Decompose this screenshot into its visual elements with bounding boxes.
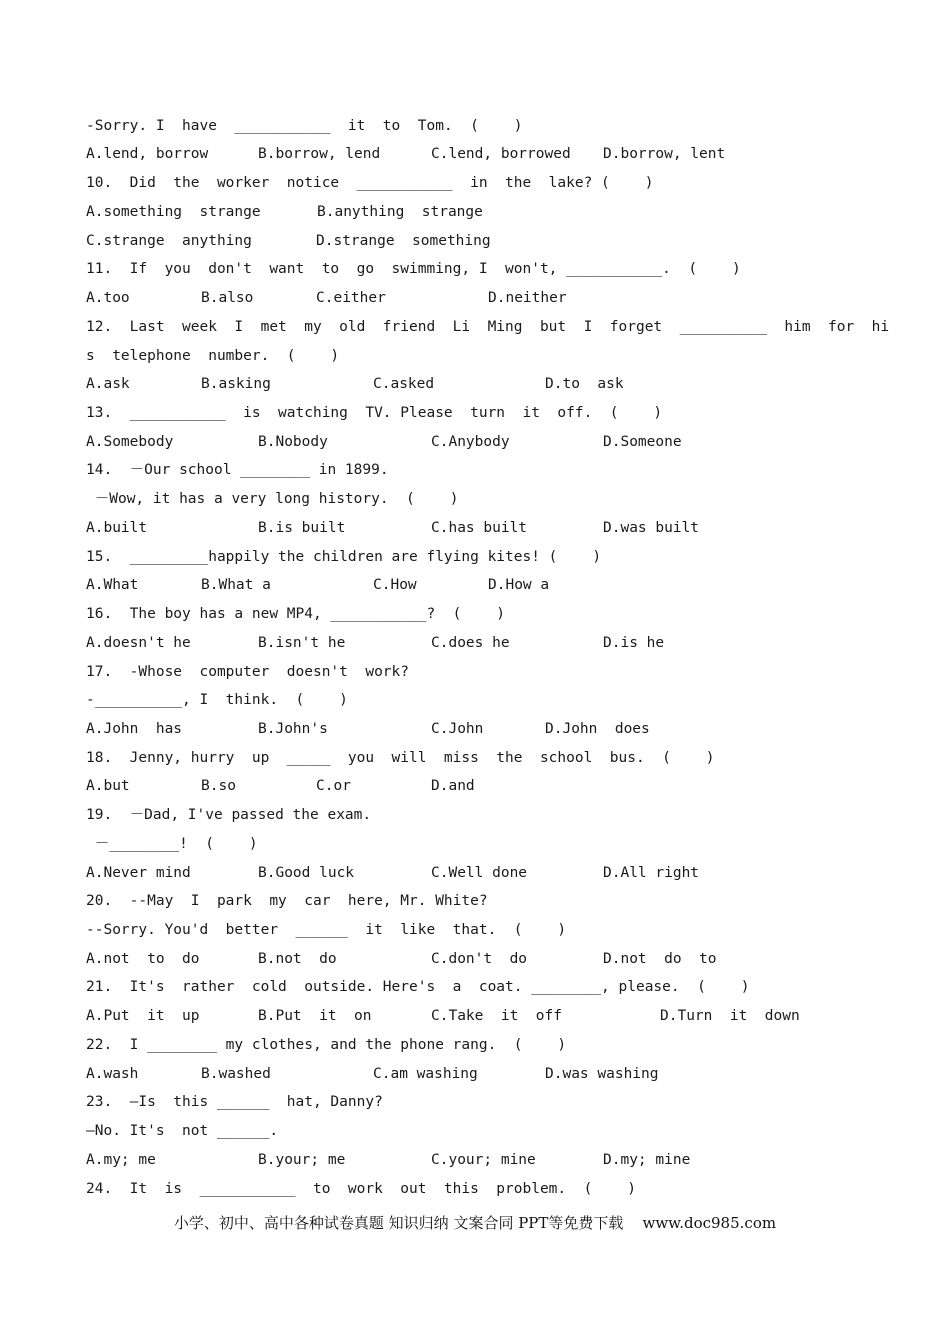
question-11: 11. If you don't want to go swimming, I won't, ___________. ( ): [86, 261, 741, 277]
question-24: 24. It is ___________ to work out this problem. ( ): [86, 1181, 636, 1197]
option-d: D.How a: [488, 577, 550, 593]
question-12-cont: s telephone number. ( ): [86, 348, 340, 364]
option-b: B.is built: [258, 520, 346, 536]
option-b: B.anything strange: [317, 204, 483, 220]
answer-options: [86, 144, 886, 164]
answer-options: [86, 719, 886, 739]
answer-options: [86, 432, 886, 452]
option-c: C.Take it off: [431, 1008, 562, 1024]
option-d: D.was washing: [545, 1066, 659, 1082]
option-a: A.What: [86, 577, 139, 593]
option-c: C.am washing: [373, 1066, 478, 1082]
question-23-reply: —No. It's not ______.: [86, 1123, 279, 1139]
option-a: A.Somebody: [86, 434, 174, 450]
option-d: D.and: [431, 778, 475, 794]
option-a: A.John has: [86, 721, 183, 737]
answer-options: [86, 1006, 886, 1026]
question-19-reply: －________! ( ): [86, 836, 258, 852]
option-c: C.strange anything: [86, 233, 252, 249]
option-d: D.not do to: [603, 951, 717, 967]
option-a: A.Put it up: [86, 1008, 200, 1024]
question-17: 17. -Whose computer doesn't work?: [86, 664, 410, 680]
answer-options: [86, 288, 886, 308]
option-d: D.John does: [545, 721, 650, 737]
option-c: C.Anybody: [431, 434, 510, 450]
answer-options: [86, 1064, 886, 1084]
option-a: A.ask: [86, 376, 130, 392]
option-a: A.but: [86, 778, 130, 794]
answer-options: [86, 575, 886, 595]
answer-options: [86, 863, 886, 883]
question-line: -Sorry. I have ___________ it to Tom. ( ): [86, 118, 523, 134]
option-c: C.Well done: [431, 865, 528, 881]
answer-options: [86, 518, 886, 538]
option-c: C.asked: [373, 376, 435, 392]
option-a: A.built: [86, 520, 148, 536]
option-c: C.John: [431, 721, 484, 737]
option-b: B.also: [201, 290, 254, 306]
question-22: 22. I ________ my clothes, and the phone rang. ( ): [86, 1037, 567, 1053]
question-21: 21. It's rather cold outside. Here's a coat. ________, please. ( ): [86, 979, 750, 995]
option-d: D.All right: [603, 865, 700, 881]
option-d: D.to ask: [545, 376, 624, 392]
option-d: D.neither: [488, 290, 567, 306]
answer-options: [86, 231, 886, 251]
option-d: D.Someone: [603, 434, 682, 450]
option-d: D.my; mine: [603, 1152, 691, 1168]
option-b: B.Put it on: [258, 1008, 372, 1024]
option-b: B.John's: [258, 721, 328, 737]
question-17-reply: -__________, I think. ( ): [86, 692, 348, 708]
option-d: D.strange something: [316, 233, 491, 249]
option-a: A.not to do: [86, 951, 200, 967]
question-20-reply: --Sorry. You'd better ______ it like that. ( ): [86, 922, 567, 938]
option-d: D.was built: [603, 520, 700, 536]
question-10: 10. Did the worker notice ___________ in the lake? ( ): [86, 175, 654, 191]
option-c: C.either: [316, 290, 386, 306]
option-a: A.Never mind: [86, 865, 191, 881]
option-a: A.wash: [86, 1066, 139, 1082]
option-b: B.washed: [201, 1066, 271, 1082]
option-c: C.lend, borrowed: [431, 146, 571, 162]
question-20: 20. --May I park my car here, Mr. White?: [86, 893, 488, 909]
option-a: A.something strange: [86, 204, 261, 220]
question-14-reply: －Wow, it has a very long history. ( ): [86, 491, 459, 507]
question-14: 14. －Our school ________ in 1899.: [86, 462, 389, 478]
option-d: D.Turn it down: [660, 1008, 800, 1024]
option-b: B.borrow, lend: [258, 146, 381, 162]
option-a: A.too: [86, 290, 130, 306]
option-a: A.my; me: [86, 1152, 156, 1168]
answer-options: [86, 949, 886, 969]
option-b: B.your; me: [258, 1152, 346, 1168]
option-a: A.lend, borrow: [86, 146, 209, 162]
option-b: B.Nobody: [258, 434, 328, 450]
question-15: 15. _________happily the children are flying kites! ( ): [86, 549, 602, 565]
option-c: C.or: [316, 778, 351, 794]
option-c: C.your; mine: [431, 1152, 536, 1168]
option-b: B.asking: [201, 376, 271, 392]
answer-options: [86, 776, 886, 796]
answer-options: [86, 1150, 886, 1170]
question-12: 12. Last week I met my old friend Li Ming but I forget __________ him for hi: [86, 319, 890, 335]
option-b: B.so: [201, 778, 236, 794]
option-b: B.What a: [201, 577, 271, 593]
option-c: C.does he: [431, 635, 510, 651]
option-d: D.borrow, lent: [603, 146, 726, 162]
question-13: 13. ___________ is watching TV. Please turn it off. ( ): [86, 405, 663, 421]
option-b: B.Good luck: [258, 865, 355, 881]
page-footer: 小学、初中、高中各种试卷真题 知识归纳 文案合同 PPT等免费下载 www.doc985.com: [173, 1214, 777, 1232]
question-16: 16. The boy has a new MP4, ___________? ( ): [86, 606, 506, 622]
option-b: B.isn't he: [258, 635, 346, 651]
option-c: C.How: [373, 577, 417, 593]
question-18: 18. Jenny, hurry up _____ you will miss the school bus. ( ): [86, 750, 715, 766]
option-b: B.not do: [258, 951, 337, 967]
option-c: C.don't do: [431, 951, 528, 967]
question-19: 19. －Dad, I've passed the exam.: [86, 807, 372, 823]
option-c: C.has built: [431, 520, 528, 536]
answer-options: [86, 633, 886, 653]
option-a: A.doesn't he: [86, 635, 191, 651]
question-23: 23. —Is this ______ hat, Danny?: [86, 1094, 383, 1110]
answer-options: [86, 374, 886, 394]
answer-options: [86, 202, 886, 222]
option-d: D.is he: [603, 635, 665, 651]
